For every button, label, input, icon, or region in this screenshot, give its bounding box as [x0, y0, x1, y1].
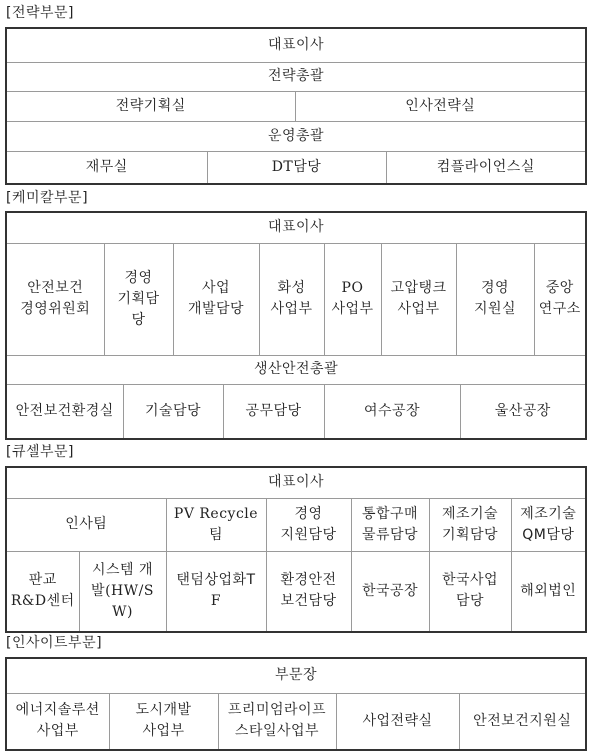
org-unit-yeosu-plant: 여수공장 [324, 384, 460, 439]
section-label-insight: [인사이트부문] [6, 635, 103, 651]
org-unit-strategy-head: 전략총괄 [6, 62, 586, 91]
org-unit-management-support: 경영 지원실 [456, 243, 534, 355]
org-unit-po: PO 사업부 [324, 243, 381, 355]
org-unit-operations-head: 운영총괄 [6, 121, 586, 151]
org-unit-ulsan-plant: 울산공장 [460, 384, 586, 439]
org-unit-management-support: 경영 지원담당 [266, 498, 351, 551]
org-unit-ceo: 대표이사 [6, 212, 586, 243]
org-unit-pangyo-rd: 판교 R&D센터 [6, 551, 79, 632]
org-unit-technology: 기술담당 [123, 384, 223, 439]
org-unit-mfg-tech-qm: 제조기술 QM담당 [511, 498, 586, 551]
org-unit-pv-recycle: PV Recycle 팀 [166, 498, 266, 551]
org-unit-overseas-subsidiaries: 해외법인 [511, 551, 586, 632]
section-label-strategy: [전략부문] [6, 5, 75, 21]
org-unit-hr-team: 인사팀 [6, 498, 166, 551]
org-unit-high-pressure-tank: 고압탱크 사업부 [381, 243, 456, 355]
org-unit-finance: 재무실 [6, 151, 207, 184]
org-unit-dt: DT담당 [207, 151, 386, 184]
org-unit-division-head: 부문장 [6, 658, 586, 693]
org-unit-business-strategy: 사업전략실 [336, 693, 459, 750]
org-table-qcells [5, 466, 587, 633]
org-table-chemical [5, 211, 587, 440]
org-unit-tandem-tf: 탠덤상업화T F [166, 551, 266, 632]
org-unit-urban-development: 도시개발 사업부 [109, 693, 218, 750]
org-unit-mfg-tech-planning: 제조기술 기획담당 [429, 498, 511, 551]
org-unit-korea-plant: 한국공장 [351, 551, 429, 632]
section-label-qcells: [큐셀부문] [6, 444, 75, 460]
org-unit-safety-support: 안전보건지원실 [459, 693, 586, 750]
org-unit-ehs: 환경안전 보건담당 [266, 551, 351, 632]
org-unit-korea-business: 한국사업 담당 [429, 551, 511, 632]
org-unit-hwaseong: 화성 사업부 [259, 243, 324, 355]
org-unit-ceo: 대표이사 [6, 467, 586, 498]
org-unit-hr-strategy: 인사전략실 [295, 91, 586, 121]
org-unit-management-planning: 경영 기획담 당 [104, 243, 173, 355]
org-unit-central-research: 중앙 연구소 [534, 243, 586, 355]
org-table-strategy [5, 27, 587, 185]
org-unit-production-safety-head: 생산안전총괄 [6, 355, 586, 384]
org-unit-procurement-logistics: 통합구매 물류담당 [351, 498, 429, 551]
org-unit-safety-env: 안전보건환경실 [6, 384, 123, 439]
org-unit-premium-lifestyle: 프리미엄라이프 스타일사업부 [218, 693, 336, 750]
org-unit-ceo: 대표이사 [6, 28, 586, 62]
org-unit-business-development: 사업 개발담당 [173, 243, 259, 355]
org-unit-safety-committee: 안전보건 경영위원회 [6, 243, 104, 355]
org-unit-system-development: 시스템 개 발(HW/S W) [79, 551, 166, 632]
org-unit-energy-solutions: 에너지솔루션 사업부 [6, 693, 109, 750]
org-table-insight [5, 657, 587, 751]
org-unit-strategy-planning: 전략기획실 [6, 91, 295, 121]
section-label-chemical: [케미칼부문] [6, 190, 89, 206]
org-unit-compliance: 컴플라이언스실 [386, 151, 586, 184]
org-unit-engineering: 공무담당 [223, 384, 324, 439]
